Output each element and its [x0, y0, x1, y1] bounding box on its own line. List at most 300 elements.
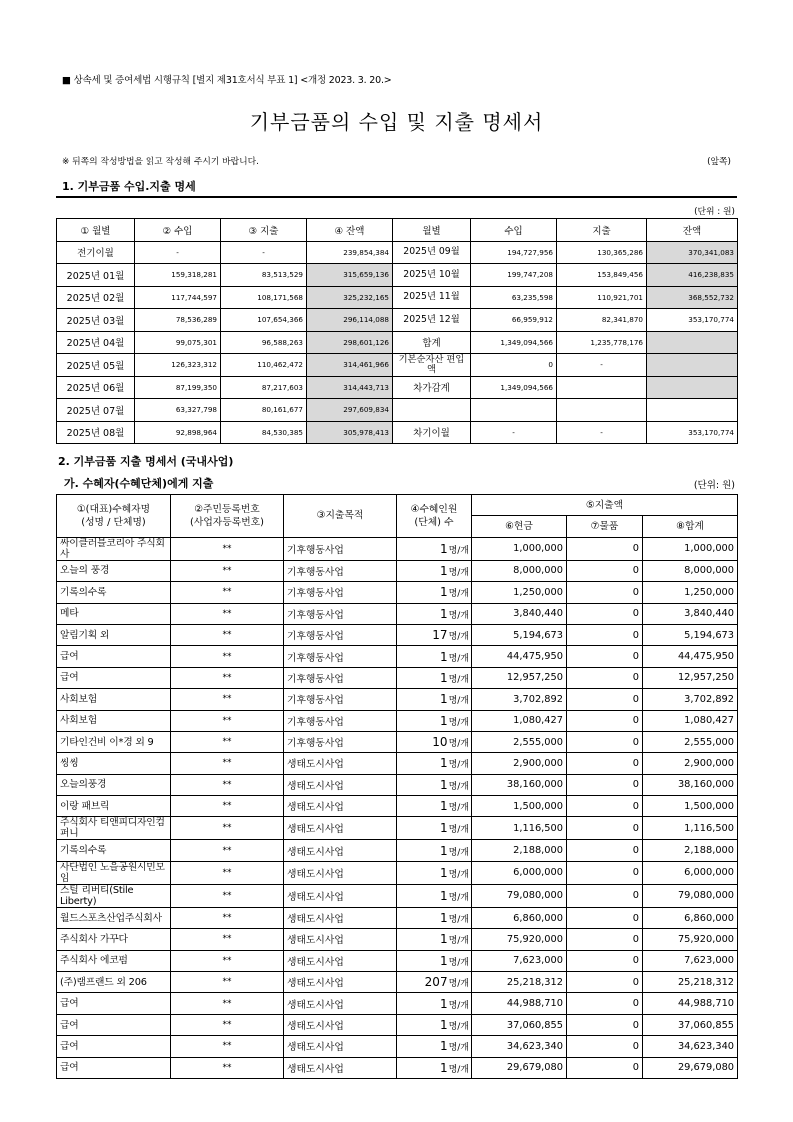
income-cell: 126,323,312	[135, 354, 221, 377]
expenditure-table	[56, 494, 738, 1079]
goods-amount: 0	[567, 603, 643, 624]
count-value: 10	[432, 735, 448, 750]
month-cell: 전기이월	[57, 241, 135, 264]
cash-amount: 29,679,080	[472, 1057, 567, 1078]
recipient-id: **	[171, 667, 284, 688]
header-expense: ③ 지출	[221, 219, 307, 242]
recipient-name: 기록의수록	[57, 840, 171, 861]
recipient-count	[397, 817, 472, 840]
table-row	[57, 582, 738, 603]
section1-rule	[56, 196, 737, 198]
goods-amount: 0	[567, 646, 643, 667]
header-id: ②주민등록번호 (사업자등록번호)	[171, 495, 284, 538]
income-cell: 78,536,289	[135, 309, 221, 332]
cash-amount: 25,218,312	[472, 972, 567, 993]
expense-cell: 87,217,603	[221, 376, 307, 399]
recipient-count	[397, 753, 472, 774]
count-unit: 명/개	[448, 545, 469, 556]
goods-amount: 0	[567, 560, 643, 581]
count-unit: 명/개	[448, 589, 469, 600]
count-unit: 명/개	[448, 979, 469, 990]
table-row	[57, 993, 738, 1014]
recipient-name: 급여	[57, 667, 171, 688]
total-amount: 3,840,440	[643, 603, 738, 624]
recipient-count	[397, 537, 472, 560]
balance-cell: 296,114,088	[307, 309, 393, 332]
recipient-name: 급여	[57, 993, 171, 1014]
section2-title: 2. 기부금품 지출 명세서 (국내사업)	[58, 455, 234, 468]
balance-cell	[647, 354, 738, 377]
total-amount: 44,475,950	[643, 646, 738, 667]
expense-purpose: 생태도시사업	[284, 840, 397, 861]
recipient-id: **	[171, 817, 284, 840]
goods-amount: 0	[567, 1057, 643, 1078]
recipient-count	[397, 796, 472, 817]
expense-purpose: 기후행동사업	[284, 731, 397, 752]
cash-amount: 2,555,000	[472, 731, 567, 752]
expense-cell: 84,530,385	[221, 421, 307, 444]
cash-amount: 6,000,000	[472, 861, 567, 884]
recipient-name: 오늘의풍경	[57, 774, 171, 795]
recipient-id: **	[171, 624, 284, 645]
income-cell: -	[135, 241, 221, 264]
income-cell: 63,235,598	[471, 286, 557, 309]
count-unit: 명/개	[448, 739, 469, 750]
goods-amount: 0	[567, 1036, 643, 1057]
table-row	[57, 710, 738, 731]
recipient-count	[397, 840, 472, 861]
table-row	[57, 731, 738, 752]
balance-cell: 353,170,774	[647, 421, 738, 444]
table-row	[57, 1014, 738, 1035]
month-cell: 2025년 05월	[57, 354, 135, 377]
expense-purpose: 기후행동사업	[284, 689, 397, 710]
expense-purpose: 생태도시사업	[284, 950, 397, 971]
income-cell: 87,199,350	[135, 376, 221, 399]
section2-unit: (단위: 원)	[693, 480, 735, 491]
total-amount: 1,250,000	[643, 582, 738, 603]
recipient-count	[397, 689, 472, 710]
cash-amount: 3,840,440	[472, 603, 567, 624]
table-header-row	[57, 219, 738, 242]
month-cell: 2025년 03월	[57, 309, 135, 332]
total-amount: 79,080,000	[643, 884, 738, 907]
table-row	[57, 753, 738, 774]
table-row	[57, 399, 738, 422]
recipient-count	[397, 560, 472, 581]
income-cell: 199,747,208	[471, 264, 557, 287]
balance-cell	[647, 331, 738, 354]
recipient-name: 오늘의 풍경	[57, 560, 171, 581]
table-row	[57, 264, 738, 287]
total-amount: 34,623,340	[643, 1036, 738, 1057]
month-cell: 2025년 07월	[57, 399, 135, 422]
income-cell: 117,744,597	[135, 286, 221, 309]
recipient-id: **	[171, 1057, 284, 1078]
count-unit: 명/개	[448, 1064, 469, 1075]
recipient-count	[397, 884, 472, 907]
goods-amount: 0	[567, 817, 643, 840]
count-unit: 명/개	[448, 803, 469, 814]
count-unit: 명/개	[448, 653, 469, 664]
total-amount: 6,000,000	[643, 861, 738, 884]
table-row	[57, 667, 738, 688]
cash-amount: 5,194,673	[472, 624, 567, 645]
total-amount: 1,116,500	[643, 817, 738, 840]
count-value: 1	[439, 541, 448, 556]
month-cell: 2025년 02월	[57, 286, 135, 309]
expense-purpose: 기후행동사업	[284, 710, 397, 731]
count-unit: 명/개	[448, 610, 469, 621]
recipient-count	[397, 710, 472, 731]
income-cell: 99,075,301	[135, 331, 221, 354]
balance-cell	[647, 399, 738, 422]
balance-cell: 416,238,835	[647, 264, 738, 287]
table-row	[57, 861, 738, 884]
recipient-count	[397, 624, 472, 645]
cash-amount: 1,500,000	[472, 796, 567, 817]
balance-cell: 314,461,966	[307, 354, 393, 377]
total-amount: 29,679,080	[643, 1057, 738, 1078]
count-unit: 명/개	[448, 567, 469, 578]
recipient-name: (주)램프랜드 외 206	[57, 972, 171, 993]
table-row	[57, 331, 738, 354]
income-cell: -	[471, 421, 557, 444]
recipient-name: 싸이클러블코리아 주식회사	[57, 537, 171, 560]
count-value: 1	[439, 888, 448, 903]
goods-amount: 0	[567, 582, 643, 603]
recipient-id: **	[171, 907, 284, 928]
expense-purpose: 기후행동사업	[284, 624, 397, 645]
expense-cell: 110,921,701	[557, 286, 647, 309]
expense-purpose: 생태도시사업	[284, 796, 397, 817]
cash-amount: 44,475,950	[472, 646, 567, 667]
month-cell: 차기이월	[393, 421, 471, 444]
income-cell: 159,318,281	[135, 264, 221, 287]
table-row	[57, 950, 738, 971]
expense-cell: 96,588,263	[221, 331, 307, 354]
recipient-id: **	[171, 972, 284, 993]
count-unit: 명/개	[448, 847, 469, 858]
header-month-2: 월별	[393, 219, 471, 242]
count-unit: 명/개	[448, 717, 469, 728]
recipient-id: **	[171, 537, 284, 560]
recipient-count	[397, 1036, 472, 1057]
expense-purpose: 기후행동사업	[284, 560, 397, 581]
goods-amount: 0	[567, 907, 643, 928]
table-row	[57, 774, 738, 795]
month-cell: 합계	[393, 331, 471, 354]
header-month: ① 월별	[57, 219, 135, 242]
expense-cell: -	[557, 354, 647, 377]
table-row	[57, 603, 738, 624]
recipient-id: **	[171, 861, 284, 884]
count-unit: 명/개	[448, 869, 469, 880]
expense-purpose: 생태도시사업	[284, 972, 397, 993]
cash-amount: 75,920,000	[472, 929, 567, 950]
count-value: 1	[439, 1039, 448, 1054]
recipient-name: 이랑 패브릭	[57, 796, 171, 817]
cash-amount: 3,702,892	[472, 689, 567, 710]
recipient-count	[397, 929, 472, 950]
expense-purpose: 생태도시사업	[284, 1057, 397, 1078]
month-cell: 2025년 04월	[57, 331, 135, 354]
expense-purpose: 기후행동사업	[284, 646, 397, 667]
balance-cell: 325,232,165	[307, 286, 393, 309]
income-cell	[471, 399, 557, 422]
recipient-name: 주식회사 가꾸다	[57, 929, 171, 950]
expense-purpose: 생태도시사업	[284, 774, 397, 795]
cash-amount: 44,988,710	[472, 993, 567, 1014]
count-value: 1	[439, 777, 448, 792]
page-title: 기부금품의 수입 및 지출 명세서	[249, 110, 544, 134]
goods-amount: 0	[567, 972, 643, 993]
recipient-name: 기록의수록	[57, 582, 171, 603]
recipient-count	[397, 731, 472, 752]
month-cell: 2025년 01월	[57, 264, 135, 287]
table-row	[57, 884, 738, 907]
recipient-id: **	[171, 774, 284, 795]
count-value: 1	[439, 996, 448, 1011]
total-amount: 6,860,000	[643, 907, 738, 928]
table-row	[57, 840, 738, 861]
table-row	[57, 972, 738, 993]
cash-amount: 2,188,000	[472, 840, 567, 861]
instruction-note: ※ 뒤쪽의 작성방법을 읽고 작성해 주시기 바랍니다.	[62, 157, 259, 167]
header-income-2: 수입	[471, 219, 557, 242]
recipient-name: 기타인건비 이*경 외 9	[57, 731, 171, 752]
recipient-id: **	[171, 929, 284, 950]
expense-purpose: 기후행동사업	[284, 667, 397, 688]
count-value: 1	[439, 1018, 448, 1032]
table-row	[57, 421, 738, 444]
month-cell: 2025년 08월	[57, 421, 135, 444]
count-value: 1	[439, 713, 448, 728]
income-cell: 1,349,094,566	[471, 331, 557, 354]
recipient-name: 급여	[57, 1057, 171, 1078]
recipient-id: **	[171, 884, 284, 907]
recipient-id: **	[171, 603, 284, 624]
recipient-count	[397, 907, 472, 928]
goods-amount: 0	[567, 689, 643, 710]
header-expense-2: 지출	[557, 219, 647, 242]
recipient-id: **	[171, 753, 284, 774]
total-amount: 2,188,000	[643, 840, 738, 861]
income-expense-table	[56, 218, 738, 444]
count-value: 1	[439, 953, 448, 968]
table-row	[57, 354, 738, 377]
expense-purpose: 기후행동사업	[284, 603, 397, 624]
header-balance-2: 잔액	[647, 219, 738, 242]
recipient-count	[397, 950, 472, 971]
count-value: 17	[432, 628, 448, 643]
page-side-label: (앞쪽)	[707, 157, 731, 167]
goods-amount: 0	[567, 796, 643, 817]
recipient-name: 사단법인 노을공원시민모임	[57, 861, 171, 884]
recipient-name: 급여	[57, 1036, 171, 1057]
expense-purpose: 생태도시사업	[284, 907, 397, 928]
expense-purpose: 생태도시사업	[284, 1036, 397, 1057]
recipient-name: 주식회사 에코펌	[57, 950, 171, 971]
expense-cell: 107,654,366	[221, 309, 307, 332]
recipient-name: 메타	[57, 603, 171, 624]
header-count: ④수혜인원 (단체) 수	[397, 495, 472, 538]
recipient-id: **	[171, 731, 284, 752]
goods-amount: 0	[567, 537, 643, 560]
header-purpose: ③지출목적	[284, 495, 397, 538]
table-row	[57, 309, 738, 332]
table-row	[57, 796, 738, 817]
expense-purpose: 기후행동사업	[284, 537, 397, 560]
month-cell	[393, 399, 471, 422]
table-header-row	[57, 495, 738, 516]
table-row	[57, 907, 738, 928]
count-unit: 명/개	[448, 1000, 469, 1011]
header-cash: ⑥현금	[472, 516, 567, 537]
income-cell: 92,898,964	[135, 421, 221, 444]
recipient-count	[397, 582, 472, 603]
table-row	[57, 560, 738, 581]
recipient-name: 사회보험	[57, 710, 171, 731]
total-amount: 8,000,000	[643, 560, 738, 581]
recipient-name: 스틸 리버티(Stile Liberty)	[57, 884, 171, 907]
expense-cell	[557, 399, 647, 422]
total-amount: 7,623,000	[643, 950, 738, 971]
table-row	[57, 929, 738, 950]
month-cell: 2025년 09월	[393, 241, 471, 264]
expense-cell: 108,171,568	[221, 286, 307, 309]
recipient-name: 사회보험	[57, 689, 171, 710]
goods-amount: 0	[567, 929, 643, 950]
total-amount: 37,060,855	[643, 1014, 738, 1035]
expense-purpose: 생태도시사업	[284, 884, 397, 907]
recipient-id: **	[171, 560, 284, 581]
count-unit: 명/개	[448, 696, 469, 707]
total-amount: 1,080,427	[643, 710, 738, 731]
income-cell: 0	[471, 354, 557, 377]
recipient-count	[397, 972, 472, 993]
expense-purpose: 생태도시사업	[284, 929, 397, 950]
expense-cell: 82,341,870	[557, 309, 647, 332]
recipient-id: **	[171, 993, 284, 1014]
count-unit: 명/개	[448, 632, 469, 643]
recipient-count	[397, 667, 472, 688]
count-unit: 명/개	[448, 1022, 469, 1032]
count-unit: 명/개	[448, 957, 469, 968]
expense-purpose: 생태도시사업	[284, 861, 397, 884]
table-row	[57, 241, 738, 264]
count-unit: 명/개	[448, 825, 469, 836]
count-unit: 명/개	[448, 936, 469, 947]
recipient-id: **	[171, 950, 284, 971]
count-value: 1	[439, 585, 448, 600]
income-cell: 194,727,956	[471, 241, 557, 264]
total-amount: 38,160,000	[643, 774, 738, 795]
recipient-id: **	[171, 710, 284, 731]
count-value: 1	[439, 911, 448, 926]
recipient-id: **	[171, 840, 284, 861]
income-cell: 66,959,912	[471, 309, 557, 332]
count-unit: 명/개	[448, 674, 469, 685]
count-value: 1	[439, 932, 448, 947]
count-unit: 명/개	[448, 915, 469, 926]
count-value: 1	[439, 606, 448, 621]
goods-amount: 0	[567, 731, 643, 752]
balance-cell: 298,601,126	[307, 331, 393, 354]
expense-cell: 110,462,472	[221, 354, 307, 377]
goods-amount: 0	[567, 667, 643, 688]
recipient-name: 씽씽	[57, 753, 171, 774]
balance-cell: 239,854,384	[307, 241, 393, 264]
total-amount: 1,500,000	[643, 796, 738, 817]
total-amount: 12,957,250	[643, 667, 738, 688]
balance-cell: 297,609,834	[307, 399, 393, 422]
section2-subtitle: 가. 수혜자(수혜단체)에게 지출	[64, 477, 214, 490]
header-recipient: ①(대표)수혜자명 (성명 / 단체명)	[57, 495, 171, 538]
cash-amount: 34,623,340	[472, 1036, 567, 1057]
recipient-name: 알림기획 외	[57, 624, 171, 645]
count-unit: 명/개	[448, 1043, 469, 1054]
recipient-id: **	[171, 1014, 284, 1035]
total-amount: 75,920,000	[643, 929, 738, 950]
expense-purpose: 생태도시사업	[284, 1014, 397, 1035]
cash-amount: 7,623,000	[472, 950, 567, 971]
cash-amount: 1,080,427	[472, 710, 567, 731]
table-row	[57, 817, 738, 840]
expense-cell	[557, 376, 647, 399]
expense-cell: 130,365,286	[557, 241, 647, 264]
recipient-name: 월드스포츠산업주식회사	[57, 907, 171, 928]
cash-amount: 1,250,000	[472, 582, 567, 603]
recipient-count	[397, 603, 472, 624]
cash-amount: 38,160,000	[472, 774, 567, 795]
income-cell: 63,327,798	[135, 399, 221, 422]
goods-amount: 0	[567, 1014, 643, 1035]
total-amount: 2,900,000	[643, 753, 738, 774]
table-row	[57, 689, 738, 710]
goods-amount: 0	[567, 861, 643, 884]
count-value: 1	[439, 649, 448, 664]
recipient-count	[397, 861, 472, 884]
table-row	[57, 624, 738, 645]
balance-cell	[647, 376, 738, 399]
count-value: 1	[439, 843, 448, 858]
table-row	[57, 537, 738, 560]
expense-cell: -	[557, 421, 647, 444]
table-row	[57, 1057, 738, 1078]
total-amount: 25,218,312	[643, 972, 738, 993]
goods-amount: 0	[567, 840, 643, 861]
count-unit: 명/개	[448, 892, 469, 903]
recipient-name: 주식회사 티앤피디자인컴퍼니	[57, 817, 171, 840]
income-cell: 1,349,094,566	[471, 376, 557, 399]
count-value: 1	[439, 756, 448, 771]
count-value: 1	[439, 670, 448, 685]
month-cell: 2025년 11월	[393, 286, 471, 309]
expense-cell: 80,161,677	[221, 399, 307, 422]
cash-amount: 8,000,000	[472, 560, 567, 581]
expense-cell: 83,513,529	[221, 264, 307, 287]
balance-cell: 353,170,774	[647, 309, 738, 332]
expense-purpose: 기후행동사업	[284, 582, 397, 603]
recipient-count	[397, 774, 472, 795]
goods-amount: 0	[567, 950, 643, 971]
table-row	[57, 376, 738, 399]
recipient-count	[397, 646, 472, 667]
balance-cell: 305,978,413	[307, 421, 393, 444]
cash-amount: 79,080,000	[472, 884, 567, 907]
recipient-id: **	[171, 582, 284, 603]
